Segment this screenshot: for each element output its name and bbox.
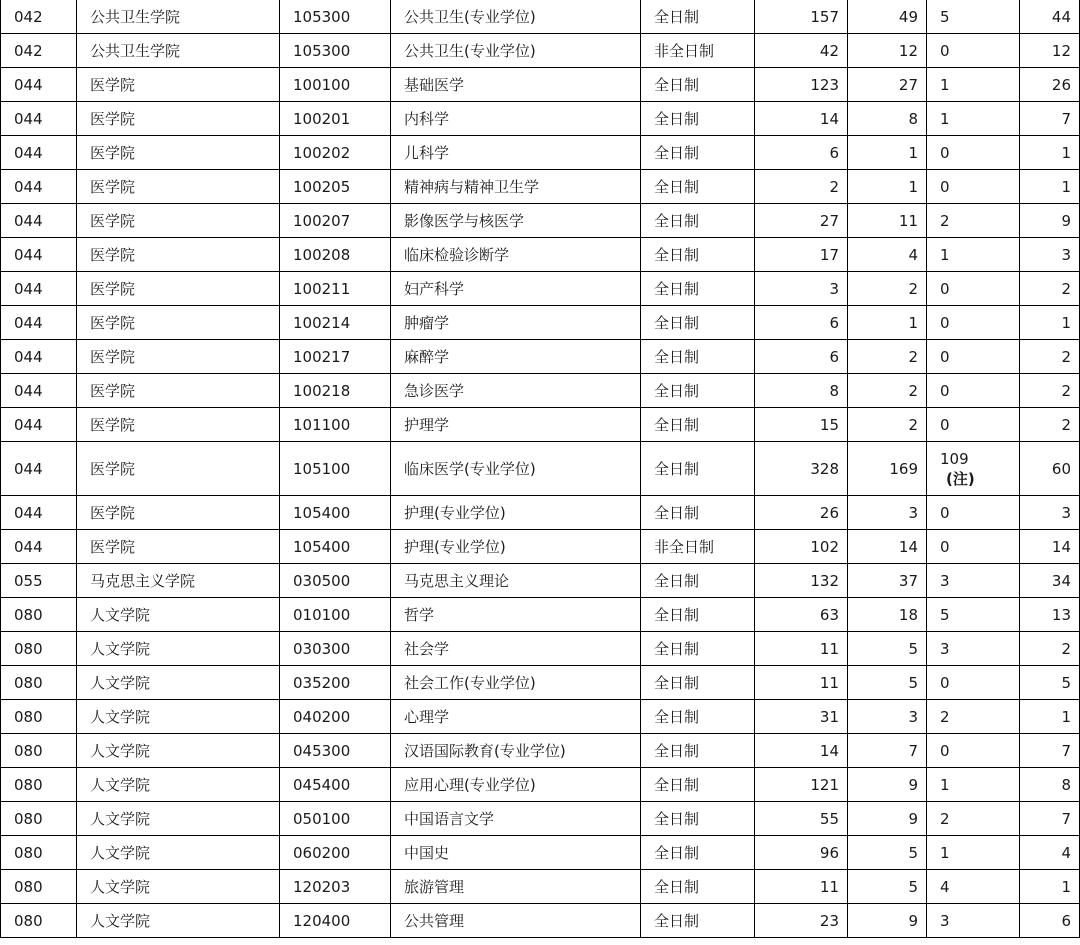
recommended-count-cell: 9 — [848, 904, 927, 938]
unit-code-cell: 044 — [1, 306, 77, 340]
total-count-cell: 26 — [755, 496, 848, 530]
exempt-count-cell: 5 — [927, 598, 1020, 632]
major-code-cell: 060200 — [280, 836, 391, 870]
major-code-cell: 045400 — [280, 768, 391, 802]
remaining-count-cell: 2 — [1020, 340, 1080, 374]
study-mode-cell: 全日制 — [641, 102, 755, 136]
exempt-count-cell: 1 — [927, 836, 1020, 870]
recommended-count-cell: 2 — [848, 340, 927, 374]
exempt-count-cell: 0 — [927, 530, 1020, 564]
total-count-cell: 14 — [755, 734, 848, 768]
recommended-count-cell: 2 — [848, 374, 927, 408]
exempt-count-cell: 0 — [927, 306, 1020, 340]
remaining-count-cell: 12 — [1020, 34, 1080, 68]
exempt-count-cell: 0 — [927, 170, 1020, 204]
major-name-cell: 肿瘤学 — [391, 306, 641, 340]
unit-name-cell: 人文学院 — [77, 802, 280, 836]
major-name-cell: 护理(专业学位) — [391, 496, 641, 530]
total-count-cell: 11 — [755, 632, 848, 666]
major-code-cell: 100208 — [280, 238, 391, 272]
remaining-count-cell: 34 — [1020, 564, 1080, 598]
exempt-count-cell: 2 — [927, 700, 1020, 734]
total-count-cell: 31 — [755, 700, 848, 734]
major-code-cell: 010100 — [280, 598, 391, 632]
recommended-count-cell: 14 — [848, 530, 927, 564]
total-count-cell: 3 — [755, 272, 848, 306]
unit-code-cell: 044 — [1, 496, 77, 530]
exempt-count-cell: 0 — [927, 34, 1020, 68]
unit-name-cell: 人文学院 — [77, 598, 280, 632]
unit-code-cell: 080 — [1, 700, 77, 734]
unit-name-cell: 人文学院 — [77, 666, 280, 700]
major-name-cell: 公共管理 — [391, 904, 641, 938]
major-name-cell: 社会学 — [391, 632, 641, 666]
major-code-cell: 101100 — [280, 408, 391, 442]
unit-code-cell: 080 — [1, 734, 77, 768]
total-count-cell: 14 — [755, 102, 848, 136]
unit-code-cell: 080 — [1, 836, 77, 870]
total-count-cell: 96 — [755, 836, 848, 870]
exempt-count-cell: 3 — [927, 904, 1020, 938]
remaining-count-cell: 7 — [1020, 734, 1080, 768]
unit-code-cell: 080 — [1, 802, 77, 836]
unit-name-cell: 医学院 — [77, 530, 280, 564]
unit-name-cell: 公共卫生学院 — [77, 34, 280, 68]
unit-code-cell: 080 — [1, 666, 77, 700]
unit-name-cell: 医学院 — [77, 408, 280, 442]
table-body — [1, 0, 1080, 938]
major-name-cell: 妇产科学 — [391, 272, 641, 306]
table-row — [1, 530, 1080, 564]
total-count-cell: 23 — [755, 904, 848, 938]
exempt-count-cell: 1 — [927, 238, 1020, 272]
study-mode-cell: 全日制 — [641, 136, 755, 170]
exempt-count-cell: 0 — [927, 374, 1020, 408]
total-count-cell: 123 — [755, 68, 848, 102]
unit-code-cell: 044 — [1, 238, 77, 272]
table-row — [1, 564, 1080, 598]
unit-name-cell: 人文学院 — [77, 768, 280, 802]
study-mode-cell: 全日制 — [641, 170, 755, 204]
total-count-cell: 11 — [755, 666, 848, 700]
table-row — [1, 238, 1080, 272]
study-mode-cell: 全日制 — [641, 204, 755, 238]
unit-code-cell: 080 — [1, 632, 77, 666]
recommended-count-cell: 1 — [848, 170, 927, 204]
footnote-marker: (注) — [946, 469, 975, 488]
major-code-cell: 105300 — [280, 34, 391, 68]
unit-code-cell: 044 — [1, 442, 77, 496]
unit-name-cell: 医学院 — [77, 374, 280, 408]
major-code-cell: 105400 — [280, 530, 391, 564]
study-mode-cell: 全日制 — [641, 666, 755, 700]
unit-name-cell: 人文学院 — [77, 870, 280, 904]
remaining-count-cell: 1 — [1020, 136, 1080, 170]
remaining-count-cell: 2 — [1020, 374, 1080, 408]
unit-name-cell: 医学院 — [77, 442, 280, 496]
major-name-cell: 公共卫生(专业学位) — [391, 34, 641, 68]
study-mode-cell: 全日制 — [641, 442, 755, 496]
unit-name-cell: 医学院 — [77, 340, 280, 374]
recommended-count-cell: 3 — [848, 700, 927, 734]
recommended-count-cell: 5 — [848, 632, 927, 666]
unit-name-cell: 医学院 — [77, 306, 280, 340]
recommended-count-cell: 1 — [848, 136, 927, 170]
remaining-count-cell: 3 — [1020, 238, 1080, 272]
study-mode-cell: 全日制 — [641, 700, 755, 734]
exempt-count-cell: 3 — [927, 632, 1020, 666]
table-row — [1, 272, 1080, 306]
recommended-count-cell: 1 — [848, 306, 927, 340]
exempt-count-cell: 1 — [927, 102, 1020, 136]
recommended-count-cell: 5 — [848, 666, 927, 700]
remaining-count-cell: 14 — [1020, 530, 1080, 564]
major-code-cell: 045300 — [280, 734, 391, 768]
exempt-count-cell: 1 — [927, 68, 1020, 102]
exempt-count-cell: 2 — [927, 204, 1020, 238]
exempt-count-cell: 0 — [927, 136, 1020, 170]
recommended-count-cell: 5 — [848, 836, 927, 870]
major-name-cell: 应用心理(专业学位) — [391, 768, 641, 802]
major-name-cell: 哲学 — [391, 598, 641, 632]
unit-code-cell: 055 — [1, 564, 77, 598]
table-row — [1, 170, 1080, 204]
exempt-count-cell: 0 — [927, 666, 1020, 700]
major-code-cell: 035200 — [280, 666, 391, 700]
recommended-count-cell: 11 — [848, 204, 927, 238]
unit-code-cell: 042 — [1, 34, 77, 68]
major-name-cell: 临床医学(专业学位) — [391, 442, 641, 496]
total-count-cell: 2 — [755, 170, 848, 204]
recommended-count-cell: 37 — [848, 564, 927, 598]
recommended-count-cell: 7 — [848, 734, 927, 768]
unit-code-cell: 044 — [1, 170, 77, 204]
recommended-count-cell: 12 — [848, 34, 927, 68]
study-mode-cell: 全日制 — [641, 836, 755, 870]
major-name-cell: 心理学 — [391, 700, 641, 734]
remaining-count-cell: 26 — [1020, 68, 1080, 102]
remaining-count-cell: 5 — [1020, 666, 1080, 700]
major-code-cell: 105300 — [280, 0, 391, 34]
unit-name-cell: 医学院 — [77, 238, 280, 272]
unit-code-cell: 044 — [1, 68, 77, 102]
major-code-cell: 100211 — [280, 272, 391, 306]
major-name-cell: 精神病与精神卫生学 — [391, 170, 641, 204]
unit-code-cell: 080 — [1, 870, 77, 904]
major-code-cell: 030300 — [280, 632, 391, 666]
exempt-count-cell: 0 — [927, 340, 1020, 374]
major-code-cell: 100217 — [280, 340, 391, 374]
remaining-count-cell: 13 — [1020, 598, 1080, 632]
exempt-count-cell: 5 — [927, 0, 1020, 34]
unit-name-cell: 医学院 — [77, 272, 280, 306]
table-row — [1, 734, 1080, 768]
recommended-count-cell: 9 — [848, 768, 927, 802]
exempt-count-cell: 0 — [927, 408, 1020, 442]
study-mode-cell: 全日制 — [641, 0, 755, 34]
total-count-cell: 63 — [755, 598, 848, 632]
total-count-cell: 55 — [755, 802, 848, 836]
major-code-cell: 040200 — [280, 700, 391, 734]
major-name-cell: 中国史 — [391, 836, 641, 870]
unit-code-cell: 080 — [1, 904, 77, 938]
recommended-count-cell: 9 — [848, 802, 927, 836]
major-name-cell: 内科学 — [391, 102, 641, 136]
exempt-count-cell: 3 — [927, 564, 1020, 598]
major-name-cell: 护理学 — [391, 408, 641, 442]
recommended-count-cell: 3 — [848, 496, 927, 530]
unit-code-cell: 044 — [1, 204, 77, 238]
table-row — [1, 700, 1080, 734]
study-mode-cell: 全日制 — [641, 496, 755, 530]
unit-code-cell: 044 — [1, 530, 77, 564]
unit-code-cell: 044 — [1, 136, 77, 170]
major-name-cell: 公共卫生(专业学位) — [391, 0, 641, 34]
major-name-cell: 马克思主义理论 — [391, 564, 641, 598]
unit-name-cell: 人文学院 — [77, 904, 280, 938]
major-name-cell: 护理(专业学位) — [391, 530, 641, 564]
remaining-count-cell: 2 — [1020, 408, 1080, 442]
remaining-count-cell: 8 — [1020, 768, 1080, 802]
total-count-cell: 15 — [755, 408, 848, 442]
study-mode-cell: 全日制 — [641, 598, 755, 632]
table-row — [1, 836, 1080, 870]
unit-name-cell: 公共卫生学院 — [77, 0, 280, 34]
study-mode-cell: 全日制 — [641, 408, 755, 442]
unit-code-cell: 080 — [1, 768, 77, 802]
table-row — [1, 204, 1080, 238]
major-code-cell: 100205 — [280, 170, 391, 204]
exempt-count-cell — [927, 442, 1020, 496]
major-name-cell: 中国语言文学 — [391, 802, 641, 836]
total-count-cell: 121 — [755, 768, 848, 802]
unit-name-cell: 医学院 — [77, 170, 280, 204]
table-row — [1, 870, 1080, 904]
unit-code-cell: 044 — [1, 408, 77, 442]
total-count-cell: 6 — [755, 306, 848, 340]
study-mode-cell: 全日制 — [641, 306, 755, 340]
total-count-cell: 8 — [755, 374, 848, 408]
major-code-cell: 120400 — [280, 904, 391, 938]
remaining-count-cell: 1 — [1020, 700, 1080, 734]
exempt-count-cell: 0 — [927, 496, 1020, 530]
unit-code-cell: 080 — [1, 598, 77, 632]
recommended-count-cell: 169 — [848, 442, 927, 496]
exempt-count-cell: 4 — [927, 870, 1020, 904]
total-count-cell: 328 — [755, 442, 848, 496]
study-mode-cell: 全日制 — [641, 374, 755, 408]
exempt-count-cell: 0 — [927, 272, 1020, 306]
study-mode-cell: 全日制 — [641, 272, 755, 306]
recommended-count-cell: 49 — [848, 0, 927, 34]
recommended-count-cell: 8 — [848, 102, 927, 136]
unit-name-cell: 医学院 — [77, 204, 280, 238]
recommended-count-cell: 2 — [848, 408, 927, 442]
study-mode-cell: 全日制 — [641, 734, 755, 768]
table-row — [1, 68, 1080, 102]
total-count-cell: 6 — [755, 136, 848, 170]
major-name-cell: 麻醉学 — [391, 340, 641, 374]
major-code-cell: 100218 — [280, 374, 391, 408]
exempt-count-value: 109 — [940, 449, 969, 468]
recommended-count-cell: 5 — [848, 870, 927, 904]
table-row — [1, 496, 1080, 530]
recommended-count-cell: 2 — [848, 272, 927, 306]
study-mode-cell: 全日制 — [641, 904, 755, 938]
unit-code-cell: 044 — [1, 102, 77, 136]
study-mode-cell: 全日制 — [641, 802, 755, 836]
remaining-count-cell: 7 — [1020, 102, 1080, 136]
remaining-count-cell: 2 — [1020, 272, 1080, 306]
major-name-cell: 社会工作(专业学位) — [391, 666, 641, 700]
table-row — [1, 768, 1080, 802]
major-code-cell: 100207 — [280, 204, 391, 238]
total-count-cell: 6 — [755, 340, 848, 374]
remaining-count-cell: 9 — [1020, 204, 1080, 238]
study-mode-cell: 非全日制 — [641, 530, 755, 564]
major-code-cell: 120203 — [280, 870, 391, 904]
exempt-count-cell: 1 — [927, 768, 1020, 802]
total-count-cell: 102 — [755, 530, 848, 564]
unit-name-cell: 医学院 — [77, 496, 280, 530]
exempt-count-cell: 2 — [927, 802, 1020, 836]
unit-name-cell: 人文学院 — [77, 734, 280, 768]
study-mode-cell: 全日制 — [641, 564, 755, 598]
unit-name-cell: 人文学院 — [77, 632, 280, 666]
unit-name-cell: 医学院 — [77, 136, 280, 170]
study-mode-cell: 非全日制 — [641, 34, 755, 68]
major-name-cell: 临床检验诊断学 — [391, 238, 641, 272]
total-count-cell: 157 — [755, 0, 848, 34]
remaining-count-cell: 6 — [1020, 904, 1080, 938]
remaining-count-cell: 1 — [1020, 170, 1080, 204]
recommended-count-cell: 27 — [848, 68, 927, 102]
study-mode-cell: 全日制 — [641, 632, 755, 666]
unit-name-cell: 人文学院 — [77, 836, 280, 870]
table-row — [1, 598, 1080, 632]
major-name-cell: 旅游管理 — [391, 870, 641, 904]
unit-code-cell: 044 — [1, 374, 77, 408]
remaining-count-cell: 60 — [1020, 442, 1080, 496]
remaining-count-cell: 1 — [1020, 306, 1080, 340]
remaining-count-cell: 4 — [1020, 836, 1080, 870]
table-row — [1, 34, 1080, 68]
table-row — [1, 632, 1080, 666]
unit-code-cell: 044 — [1, 272, 77, 306]
table-row — [1, 408, 1080, 442]
recommended-count-cell: 4 — [848, 238, 927, 272]
remaining-count-cell: 2 — [1020, 632, 1080, 666]
unit-code-cell: 044 — [1, 340, 77, 374]
total-count-cell: 132 — [755, 564, 848, 598]
table-row — [1, 442, 1080, 496]
study-mode-cell: 全日制 — [641, 238, 755, 272]
table-row — [1, 802, 1080, 836]
major-name-cell: 影像医学与核医学 — [391, 204, 641, 238]
table-row — [1, 102, 1080, 136]
major-code-cell: 105400 — [280, 496, 391, 530]
total-count-cell: 11 — [755, 870, 848, 904]
unit-name-cell: 医学院 — [77, 102, 280, 136]
unit-name-cell: 马克思主义学院 — [77, 564, 280, 598]
major-code-cell: 050100 — [280, 802, 391, 836]
major-code-cell: 100100 — [280, 68, 391, 102]
major-name-cell: 儿科学 — [391, 136, 641, 170]
major-name-cell: 汉语国际教育(专业学位) — [391, 734, 641, 768]
table-row — [1, 340, 1080, 374]
study-mode-cell: 全日制 — [641, 68, 755, 102]
table-row — [1, 666, 1080, 700]
major-name-cell: 基础医学 — [391, 68, 641, 102]
major-code-cell: 100214 — [280, 306, 391, 340]
total-count-cell: 27 — [755, 204, 848, 238]
table-row — [1, 904, 1080, 938]
remaining-count-cell: 1 — [1020, 870, 1080, 904]
total-count-cell: 42 — [755, 34, 848, 68]
table-row — [1, 136, 1080, 170]
major-name-cell: 急诊医学 — [391, 374, 641, 408]
table-row — [1, 306, 1080, 340]
major-code-cell: 100201 — [280, 102, 391, 136]
remaining-count-cell: 44 — [1020, 0, 1080, 34]
major-code-cell: 105100 — [280, 442, 391, 496]
table-row — [1, 0, 1080, 34]
major-code-cell: 030500 — [280, 564, 391, 598]
unit-code-cell: 042 — [1, 0, 77, 34]
recommended-count-cell: 18 — [848, 598, 927, 632]
remaining-count-cell: 3 — [1020, 496, 1080, 530]
study-mode-cell: 全日制 — [641, 768, 755, 802]
unit-name-cell: 医学院 — [77, 68, 280, 102]
remaining-count-cell: 7 — [1020, 802, 1080, 836]
total-count-cell: 17 — [755, 238, 848, 272]
exempt-count-cell: 0 — [927, 734, 1020, 768]
study-mode-cell: 全日制 — [641, 870, 755, 904]
table-row — [1, 374, 1080, 408]
major-code-cell: 100202 — [280, 136, 391, 170]
study-mode-cell: 全日制 — [641, 340, 755, 374]
unit-name-cell: 人文学院 — [77, 700, 280, 734]
